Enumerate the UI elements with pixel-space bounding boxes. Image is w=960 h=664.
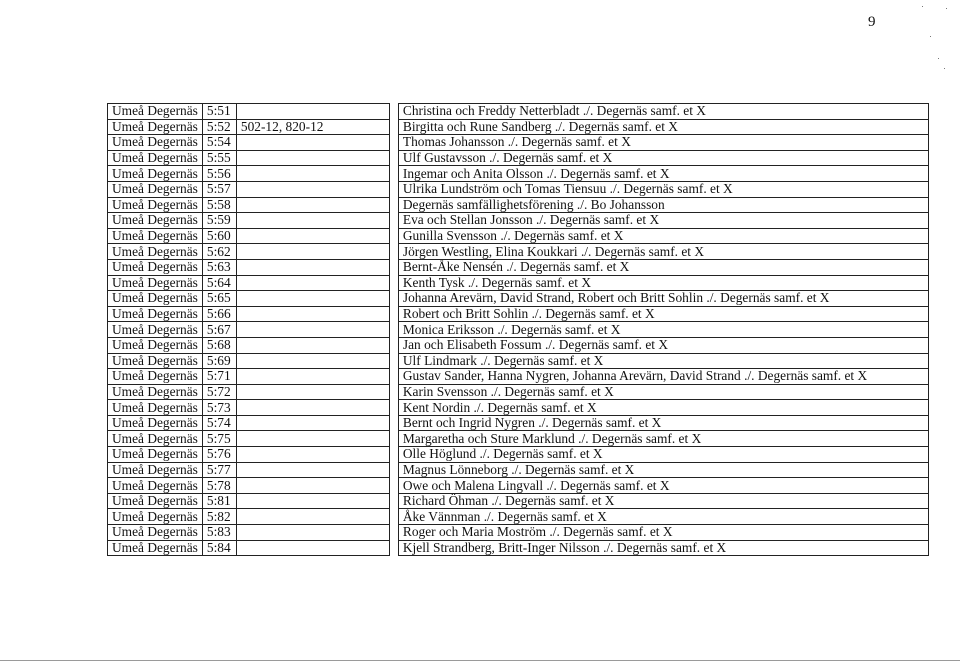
reference-cell xyxy=(236,478,389,494)
spacer-cell xyxy=(389,540,398,556)
holder-cell: Gunilla Svensson ./. Degernäs samf. et X xyxy=(398,228,928,244)
holder-cell: Gustav Sander, Hanna Nygren, Johanna Arevärn, David Strand ./. Degernäs samf. et X xyxy=(398,369,928,385)
place-cell: Umeå Degernäs xyxy=(108,493,203,509)
property-cell: 5:71 xyxy=(202,369,236,385)
scan-speck xyxy=(946,8,947,9)
spacer-cell xyxy=(389,275,398,291)
reference-cell xyxy=(236,259,389,275)
spacer-cell xyxy=(389,197,398,213)
holder-cell: Jan och Elisabeth Fossum ./. Degernäs samf. et X xyxy=(398,337,928,353)
table-row xyxy=(108,228,929,244)
table-row xyxy=(108,493,929,509)
property-cell: 5:64 xyxy=(202,275,236,291)
place-cell: Umeå Degernäs xyxy=(108,228,203,244)
bottom-rule xyxy=(0,660,960,661)
property-cell: 5:54 xyxy=(202,135,236,151)
place-cell: Umeå Degernäs xyxy=(108,181,203,197)
reference-cell xyxy=(236,369,389,385)
property-cell: 5:82 xyxy=(202,509,236,525)
table-row xyxy=(108,213,929,229)
spacer-cell xyxy=(389,306,398,322)
property-cell: 5:78 xyxy=(202,478,236,494)
table-row xyxy=(108,119,929,135)
place-cell: Umeå Degernäs xyxy=(108,478,203,494)
table-row xyxy=(108,353,929,369)
table-row xyxy=(108,244,929,260)
place-cell: Umeå Degernäs xyxy=(108,353,203,369)
holder-cell: Karin Svensson ./. Degernäs samf. et X xyxy=(398,384,928,400)
table-row xyxy=(108,540,929,556)
property-cell: 5:58 xyxy=(202,197,236,213)
property-cell: 5:57 xyxy=(202,181,236,197)
place-cell: Umeå Degernäs xyxy=(108,509,203,525)
reference-cell xyxy=(236,509,389,525)
spacer-cell xyxy=(389,509,398,525)
holder-cell: Christina och Freddy Netterbladt ./. Degernäs samf. et X xyxy=(398,104,928,120)
table-row xyxy=(108,431,929,447)
holder-cell: Ingemar och Anita Olsson ./. Degernäs samf. et X xyxy=(398,166,928,182)
spacer-cell xyxy=(389,337,398,353)
reference-cell xyxy=(236,322,389,338)
reference-cell xyxy=(236,525,389,541)
holder-cell: Olle Höglund ./. Degernäs samf. et X xyxy=(398,447,928,463)
holder-cell: Roger och Maria Moström ./. Degernäs samf. et X xyxy=(398,525,928,541)
reference-cell xyxy=(236,104,389,120)
holder-cell: Ulf Gustavsson ./. Degernäs samf. et X xyxy=(398,150,928,166)
reference-cell xyxy=(236,181,389,197)
place-cell: Umeå Degernäs xyxy=(108,135,203,151)
table-row xyxy=(108,259,929,275)
table-row xyxy=(108,369,929,385)
property-cell: 5:81 xyxy=(202,493,236,509)
property-cell: 5:76 xyxy=(202,447,236,463)
table-row xyxy=(108,509,929,525)
reference-cell xyxy=(236,275,389,291)
table-row xyxy=(108,337,929,353)
place-cell: Umeå Degernäs xyxy=(108,415,203,431)
scan-speck xyxy=(944,68,945,69)
spacer-cell xyxy=(389,400,398,416)
place-cell: Umeå Degernäs xyxy=(108,540,203,556)
holder-cell: Robert och Britt Sohlin ./. Degernäs samf. et X xyxy=(398,306,928,322)
place-cell: Umeå Degernäs xyxy=(108,369,203,385)
table-row xyxy=(108,166,929,182)
reference-cell xyxy=(236,244,389,260)
spacer-cell xyxy=(389,181,398,197)
property-register-table xyxy=(107,103,929,556)
holder-cell: Monica Eriksson ./. Degernäs samf. et X xyxy=(398,322,928,338)
property-cell: 5:62 xyxy=(202,244,236,260)
place-cell: Umeå Degernäs xyxy=(108,384,203,400)
spacer-cell xyxy=(389,166,398,182)
table-body xyxy=(108,104,929,556)
reference-cell xyxy=(236,228,389,244)
spacer-cell xyxy=(389,447,398,463)
reference-cell xyxy=(236,166,389,182)
holder-cell: Bernt-Åke Nensén ./. Degernäs samf. et X xyxy=(398,259,928,275)
table-row xyxy=(108,306,929,322)
property-cell: 5:63 xyxy=(202,259,236,275)
spacer-cell xyxy=(389,431,398,447)
place-cell: Umeå Degernäs xyxy=(108,104,203,120)
table-row xyxy=(108,275,929,291)
spacer-cell xyxy=(389,259,398,275)
holder-cell: Eva och Stellan Jonsson ./. Degernäs samf. et X xyxy=(398,213,928,229)
holder-cell: Kjell Strandberg, Britt-Inger Nilsson ./. Degernäs samf. et X xyxy=(398,540,928,556)
holder-cell: Ulf Lindmark ./. Degernäs samf. et X xyxy=(398,353,928,369)
table-row xyxy=(108,447,929,463)
spacer-cell xyxy=(389,369,398,385)
spacer-cell xyxy=(389,462,398,478)
table-row xyxy=(108,384,929,400)
property-cell: 5:83 xyxy=(202,525,236,541)
property-cell: 5:84 xyxy=(202,540,236,556)
holder-cell: Åke Vännman ./. Degernäs samf. et X xyxy=(398,509,928,525)
holder-cell: Kent Nordin ./. Degernäs samf. et X xyxy=(398,400,928,416)
reference-cell xyxy=(236,400,389,416)
scan-speck xyxy=(930,36,931,37)
table-row xyxy=(108,150,929,166)
reference-cell xyxy=(236,431,389,447)
property-cell: 5:56 xyxy=(202,166,236,182)
holder-cell: Ulrika Lundström och Tomas Tiensuu ./. Degernäs samf. et X xyxy=(398,181,928,197)
property-cell: 5:52 xyxy=(202,119,236,135)
scan-speck xyxy=(922,6,923,7)
spacer-cell xyxy=(389,384,398,400)
holder-cell: Bernt och Ingrid Nygren ./. Degernäs samf. et X xyxy=(398,415,928,431)
property-cell: 5:67 xyxy=(202,322,236,338)
holder-cell: Degernäs samfällighetsförening ./. Bo Johansson xyxy=(398,197,928,213)
spacer-cell xyxy=(389,291,398,307)
property-cell: 5:72 xyxy=(202,384,236,400)
place-cell: Umeå Degernäs xyxy=(108,213,203,229)
spacer-cell xyxy=(389,244,398,260)
property-cell: 5:60 xyxy=(202,228,236,244)
property-cell: 5:59 xyxy=(202,213,236,229)
place-cell: Umeå Degernäs xyxy=(108,150,203,166)
holder-cell: Thomas Johansson ./. Degernäs samf. et X xyxy=(398,135,928,151)
reference-cell xyxy=(236,150,389,166)
reference-cell xyxy=(236,197,389,213)
page-number: 9 xyxy=(868,14,876,30)
place-cell: Umeå Degernäs xyxy=(108,306,203,322)
place-cell: Umeå Degernäs xyxy=(108,244,203,260)
table-row xyxy=(108,400,929,416)
place-cell: Umeå Degernäs xyxy=(108,462,203,478)
place-cell: Umeå Degernäs xyxy=(108,337,203,353)
property-cell: 5:51 xyxy=(202,104,236,120)
place-cell: Umeå Degernäs xyxy=(108,275,203,291)
table-row xyxy=(108,525,929,541)
reference-cell xyxy=(236,462,389,478)
property-cell: 5:73 xyxy=(202,400,236,416)
reference-cell xyxy=(236,135,389,151)
reference-cell xyxy=(236,337,389,353)
property-cell: 5:55 xyxy=(202,150,236,166)
spacer-cell xyxy=(389,213,398,229)
holder-cell: Kenth Tysk ./. Degernäs samf. et X xyxy=(398,275,928,291)
property-cell: 5:69 xyxy=(202,353,236,369)
place-cell: Umeå Degernäs xyxy=(108,525,203,541)
place-cell: Umeå Degernäs xyxy=(108,400,203,416)
scan-speck xyxy=(938,58,939,59)
spacer-cell xyxy=(389,150,398,166)
place-cell: Umeå Degernäs xyxy=(108,119,203,135)
reference-cell xyxy=(236,291,389,307)
property-cell: 5:77 xyxy=(202,462,236,478)
place-cell: Umeå Degernäs xyxy=(108,291,203,307)
spacer-cell xyxy=(389,135,398,151)
property-cell: 5:74 xyxy=(202,415,236,431)
spacer-cell xyxy=(389,119,398,135)
spacer-cell xyxy=(389,415,398,431)
reference-cell xyxy=(236,540,389,556)
reference-cell xyxy=(236,306,389,322)
table-row xyxy=(108,462,929,478)
spacer-cell xyxy=(389,493,398,509)
reference-cell xyxy=(236,213,389,229)
place-cell: Umeå Degernäs xyxy=(108,259,203,275)
table-row xyxy=(108,322,929,338)
table-row xyxy=(108,104,929,120)
reference-cell xyxy=(236,493,389,509)
property-cell: 5:75 xyxy=(202,431,236,447)
table-row xyxy=(108,181,929,197)
spacer-cell xyxy=(389,228,398,244)
place-cell: Umeå Degernäs xyxy=(108,431,203,447)
spacer-cell xyxy=(389,322,398,338)
place-cell: Umeå Degernäs xyxy=(108,166,203,182)
spacer-cell xyxy=(389,353,398,369)
place-cell: Umeå Degernäs xyxy=(108,322,203,338)
table-row xyxy=(108,415,929,431)
spacer-cell xyxy=(389,525,398,541)
holder-cell: Margaretha och Sture Marklund ./. Degernäs samf. et X xyxy=(398,431,928,447)
holder-cell: Owe och Malena Lingvall ./. Degernäs samf. et X xyxy=(398,478,928,494)
property-cell: 5:65 xyxy=(202,291,236,307)
reference-cell xyxy=(236,415,389,431)
holder-cell: Jörgen Westling, Elina Koukkari ./. Degernäs samf. et X xyxy=(398,244,928,260)
property-cell: 5:66 xyxy=(202,306,236,322)
place-cell: Umeå Degernäs xyxy=(108,447,203,463)
table-row xyxy=(108,291,929,307)
place-cell: Umeå Degernäs xyxy=(108,197,203,213)
holder-cell: Birgitta och Rune Sandberg ./. Degernäs samf. et X xyxy=(398,119,928,135)
table-row xyxy=(108,478,929,494)
reference-cell xyxy=(236,447,389,463)
spacer-cell xyxy=(389,478,398,494)
spacer-cell xyxy=(389,104,398,120)
holder-cell: Johanna Arevärn, David Strand, Robert och Britt Sohlin ./. Degernäs samf. et X xyxy=(398,291,928,307)
holder-cell: Richard Öhman ./. Degernäs samf. et X xyxy=(398,493,928,509)
reference-cell xyxy=(236,353,389,369)
reference-cell: 502-12, 820-12 xyxy=(236,119,389,135)
holder-cell: Magnus Lönneborg ./. Degernäs samf. et X xyxy=(398,462,928,478)
table-row xyxy=(108,197,929,213)
reference-cell xyxy=(236,384,389,400)
property-cell: 5:68 xyxy=(202,337,236,353)
table-row xyxy=(108,135,929,151)
